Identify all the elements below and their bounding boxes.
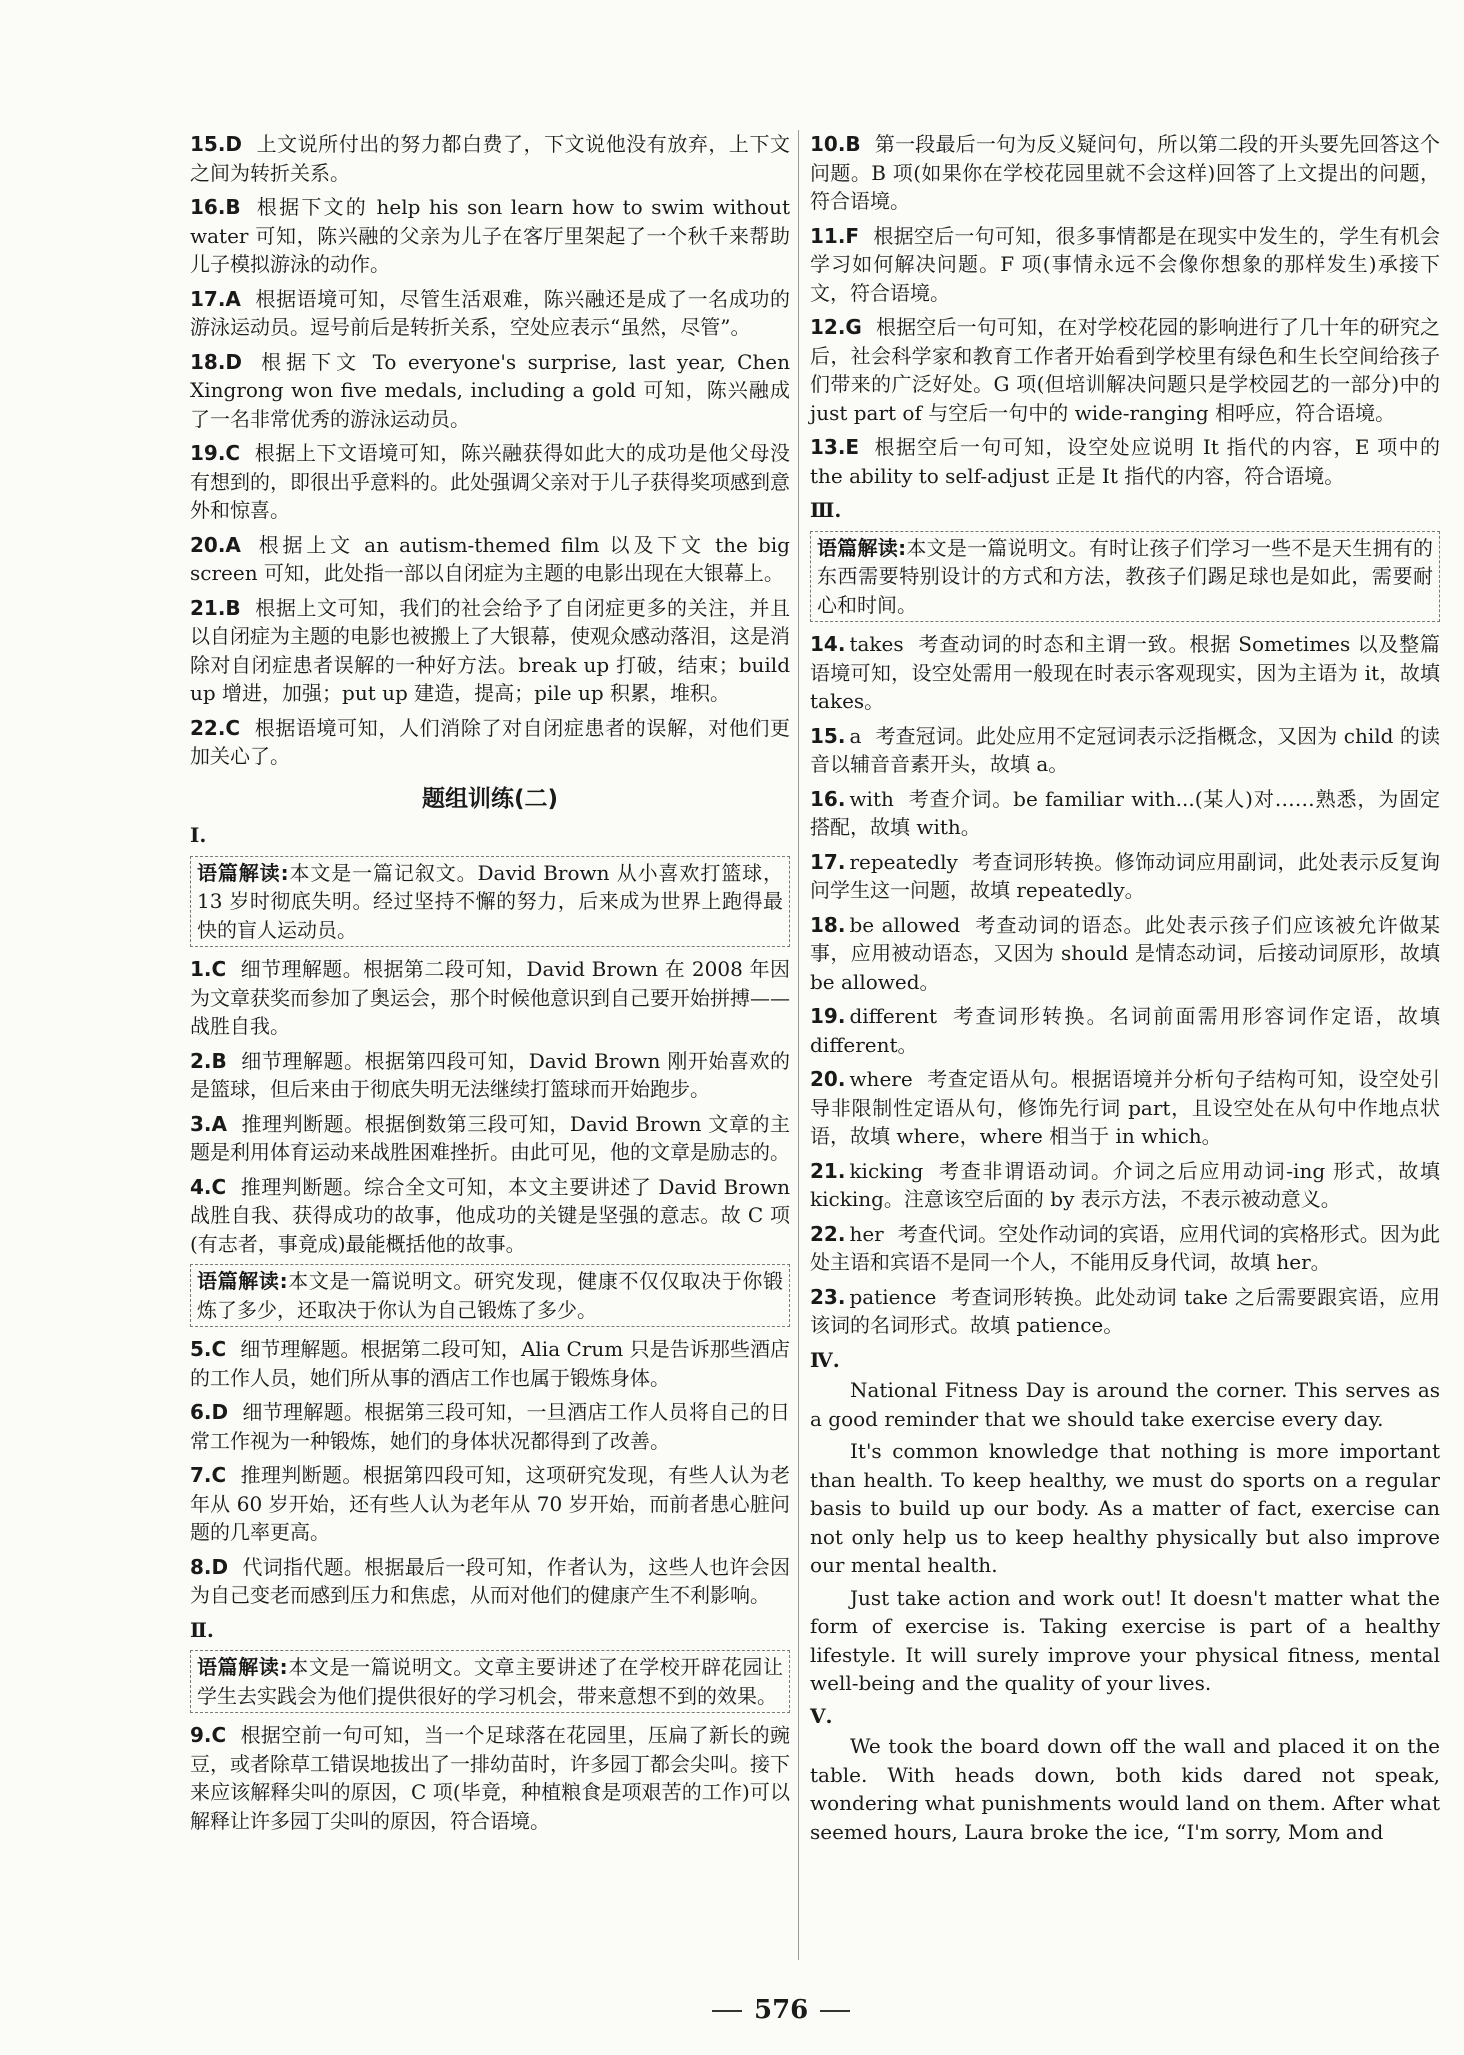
answer-number: 10.B bbox=[810, 132, 861, 156]
answer-item bbox=[810, 313, 1440, 427]
answer-number: 15.D bbox=[190, 132, 243, 156]
answer-number: 22.C bbox=[190, 715, 241, 740]
essay bbox=[810, 1376, 1440, 1698]
answer-number: 21.B bbox=[190, 595, 241, 620]
answer-number: 16.B bbox=[190, 195, 241, 219]
essay-paragraph: National Fitness Day is around the corner. This serves as a good reminder that we should take exercise every day. bbox=[810, 1378, 1440, 1431]
section-title: 题组训练(二) bbox=[421, 785, 559, 812]
answer-number: 20.A bbox=[190, 532, 241, 557]
passage-analysis-box-1 bbox=[190, 856, 790, 948]
answer-item bbox=[810, 1002, 1440, 1059]
answer-text: 考查动词的时态和主谓一致。根据 Sometimes 以及整篇语境可知，设空处需用一般现在时表示客观现实，因为主语为 it，故填 takes。 bbox=[810, 632, 1440, 713]
answer-group-2 bbox=[190, 1335, 790, 1610]
answer-text: 细节理解题。根据第二段可知，Alia Crum 只是告诉那些酒店的工作人员，她们所从事的酒店工作也属于锻炼身体。 bbox=[190, 1337, 790, 1390]
roman-heading-1: Ⅰ. bbox=[190, 823, 207, 847]
answer-text: 考查代词。空处作动词的宾语，应用代词的宾格形式。因为此处主语和宾语不是同一个人，不能用反身代词，故填 her。 bbox=[810, 1221, 1440, 1274]
answer-item bbox=[810, 785, 1440, 842]
answer-number: 9.C bbox=[190, 1723, 227, 1747]
answer-word: with bbox=[849, 786, 894, 811]
box-text: 本文是一篇说明文。有时让孩子们学习一些不是天生拥有的东西需要特别设计的方式和方法，教孩子们踢足球也是如此，需要耐心和时间。 bbox=[817, 535, 1434, 617]
answer-item bbox=[190, 1553, 790, 1610]
passage-analysis-box-4 bbox=[810, 531, 1440, 623]
answer-number: 5.C bbox=[190, 1337, 227, 1361]
answer-item bbox=[810, 433, 1440, 490]
answer-item bbox=[810, 722, 1440, 779]
answer-item bbox=[190, 1110, 790, 1167]
answer-number: 18. bbox=[810, 912, 846, 937]
answer-number: 4.C bbox=[190, 1174, 227, 1199]
answer-item bbox=[190, 348, 790, 434]
answer-list-1 bbox=[190, 130, 790, 771]
answer-number: 19.C bbox=[190, 441, 241, 465]
answer-item bbox=[190, 193, 790, 279]
answer-text: 根据语境可知，尽管生活艰难，陈兴融还是成了一名成功的游泳运动员。逗号前后是转折关系，空处应表示“虽然，尽管”。 bbox=[190, 286, 790, 339]
answer-text: 细节理解题。根据第二段可知，David Brown 在 2008 年因为文章获奖而参加了奥运会，那个时候他意识到自己要开始拼搏——战胜自我。 bbox=[190, 957, 790, 1038]
answer-text: 根据上文可知，我们的社会给予了自闭症更多的关注，并且以自闭症为主题的电影也被搬上了大银幕，使观众感动落泪，这是消除对自闭症患者误解的一种好方法。break up 打破，结束；build up 增进，加强；put up 建造，提高；pile up 积累，堆积。 bbox=[190, 595, 790, 705]
answer-word: where bbox=[849, 1067, 913, 1091]
answer-item bbox=[190, 1173, 790, 1259]
answer-text: 第一段最后一句为反义疑问句，所以第二段的开头要先回答这个问题。B 项(如果你在学校花园里就不会这样)回答了上文提出的问题，符合语境。 bbox=[810, 132, 1440, 213]
answer-text: 上文说所付出的努力都白费了，下文说他没有放弃，上下文之间为转折关系。 bbox=[190, 132, 790, 185]
answer-number: 2.B bbox=[190, 1048, 227, 1073]
answer-item bbox=[810, 1157, 1440, 1214]
answer-word: different bbox=[849, 1004, 937, 1028]
passage-analysis-box-3 bbox=[190, 1650, 790, 1713]
answer-number: 20. bbox=[810, 1067, 846, 1091]
answer-item bbox=[190, 955, 790, 1041]
answer-number: 18.D bbox=[190, 349, 243, 374]
answer-text: 推理判断题。根据第四段可知，这项研究发现，有些人认为老年从 60 岁开始，还有些人认为老年从 70 岁开始，而前者患心脏问题的几率更高。 bbox=[190, 1463, 790, 1544]
answer-number: 21. bbox=[810, 1158, 846, 1183]
answer-text: 根据空前一句可知，当一个足球落在花园里，压扁了新长的豌豆，或者除草工错误地拔出了一排幼苗时，许多园丁都会尖叫。接下来应该解释尖叫的原因，C 项(毕竟，种植粮食是项艰苦的工作)可以解释让许多园丁尖叫的原因，符合语境。 bbox=[190, 1723, 790, 1833]
answer-number: 6.D bbox=[190, 1400, 229, 1424]
answer-word: kicking bbox=[849, 1158, 924, 1183]
answer-number: 15. bbox=[810, 723, 846, 748]
roman-heading-2: Ⅱ. bbox=[190, 1617, 214, 1642]
answer-item bbox=[190, 1461, 790, 1547]
answer-text: 考查词形转换。名词前面需用形容词作定语，故填 different。 bbox=[810, 1004, 1440, 1057]
answer-item bbox=[190, 285, 790, 342]
box-text: 本文是一篇记叙文。David Brown 从小喜欢打篮球，13 岁时彻底失明。经过坚持不懈的努力，后来成为世界上跑得最快的盲人运动员。 bbox=[197, 860, 783, 942]
fill-blank-answers bbox=[810, 630, 1440, 1340]
passage-analysis-box-2 bbox=[190, 1264, 790, 1327]
roman-heading-5: Ⅴ. bbox=[810, 1703, 833, 1728]
essay-paragraph: Just take action and work out! It doesn't matter what the form of exercise is. Taking exercise is part of a healthy lifestyle. It will surely improve your physical fitness, mental well-being and the quality of your lives. bbox=[810, 1585, 1440, 1695]
roman-heading-3: Ⅲ. bbox=[810, 498, 842, 522]
answer-group-1 bbox=[190, 955, 790, 1258]
page-number: 576 bbox=[700, 1996, 862, 2025]
column-divider bbox=[798, 130, 799, 1960]
answer-number: 7.C bbox=[190, 1463, 227, 1487]
answer-number: 1.C bbox=[190, 957, 227, 981]
box-label: 语篇解读: bbox=[817, 535, 907, 560]
answer-word: a bbox=[849, 723, 862, 748]
answer-text: 根据上下文语境可知，陈兴融获得如此大的成功是他父母没有想到的，即很出乎意料的。此处强调父亲对于儿子获得奖项感到意外和惊喜。 bbox=[190, 441, 790, 522]
answer-text: 根据空后一句可知，很多事情都是在现实中发生的，学生有机会学习如何解决问题。F 项(事情永远不会像你想象的那样发生)承接下文，符合语境。 bbox=[810, 223, 1440, 305]
story-paragraph: We took the board down off the wall and placed it on the table. With heads down, both kids dared not speak, wondering what punishments would land on them. After what seemed hours, Laura broke the ice, “I'm sorry, Mom and bbox=[810, 1734, 1440, 1844]
answer-item bbox=[190, 1721, 790, 1835]
answer-number: 19. bbox=[810, 1004, 846, 1028]
answer-text: 细节理解题。根据第四段可知，David Brown 刚开始喜欢的是篮球，但后来由于彻底失明无法继续打篮球而开始跑步。 bbox=[190, 1048, 790, 1101]
answer-text: 根据空后一句可知，设空处应说明 It 指代的内容，E 项中的 the ability to self-adjust 正是 It 指代的内容，符合语境。 bbox=[810, 435, 1440, 488]
answer-word: takes bbox=[849, 632, 904, 656]
answer-text: 考查介词。be familiar with...(某人)对……熟悉，为固定搭配，故填 with。 bbox=[810, 786, 1440, 839]
answer-number: 13.E bbox=[810, 435, 860, 459]
answer-text: 根据上文 an autism-themed film 以及下文 the big screen 可知，此处指一部以自闭症为主题的电影出现在大银幕上。 bbox=[190, 532, 790, 585]
answer-text: 推理判断题。根据倒数第三段可知，David Brown 文章的主题是利用体育运动来战胜困难挫折。由此可见，他的文章是励志的。 bbox=[190, 1111, 790, 1164]
answer-number: 12.G bbox=[810, 315, 862, 339]
answer-number: 22. bbox=[810, 1221, 846, 1246]
answer-text: 考查词形转换。修饰动词应用副词，此处表示反复询问学生这一问题，故填 repeatedly。 bbox=[810, 849, 1440, 902]
answer-text: 根据空后一句可知，在对学校花园的影响进行了几十年的研究之后，社会科学家和教育工作者开始看到学校里有绿色和生长空间给孩子们带来的广泛好处。G 项(但培训解决问题只是学校园艺的一部分)中的 just part of 与空后一句中的 wide-ranging 相呼应，符合语境。 bbox=[810, 315, 1440, 425]
answer-item bbox=[810, 1065, 1440, 1151]
answer-number: 3.A bbox=[190, 1111, 227, 1136]
answer-word: her bbox=[849, 1221, 884, 1246]
answer-text: 考查词形转换。此处动词 take 之后需要跟宾语，应用该词的名词形式。故填 patience。 bbox=[810, 1284, 1440, 1337]
roman-heading-4: Ⅳ. bbox=[810, 1347, 840, 1372]
answer-number: 23. bbox=[810, 1284, 846, 1309]
box-text: 本文是一篇说明文。文章主要讲述了在学校开辟花园让学生去实践会为他们提供很好的学习机会，带来意想不到的效果。 bbox=[197, 1655, 784, 1708]
box-label: 语篇解读: bbox=[197, 1655, 288, 1679]
answer-item bbox=[190, 439, 790, 525]
answer-item bbox=[810, 911, 1440, 997]
answer-item bbox=[190, 1335, 790, 1392]
answer-number: 17. bbox=[810, 849, 846, 874]
box-text: 本文是一篇说明文。研究发现，健康不仅仅取决于你锻炼了多少，还取决于你认为自己锻炼了多少。 bbox=[197, 1269, 784, 1322]
answer-item bbox=[810, 848, 1440, 905]
answer-item bbox=[810, 630, 1440, 716]
answer-text: 细节理解题。根据第三段可知，一旦酒店工作人员将自己的日常工作视为一种锻炼，她们的身体状况都得到了改善。 bbox=[190, 1400, 790, 1453]
answer-item bbox=[810, 1220, 1440, 1277]
essay-paragraph: It's common knowledge that nothing is more important than health. To keep healthy, we must do sports on a regular basis to build up our body. As a matter of fact, exercise can not only help us to keep healthy physically but also improve our mental health. bbox=[810, 1439, 1440, 1577]
box-label: 语篇解读: bbox=[197, 860, 289, 885]
answer-item bbox=[190, 1047, 790, 1104]
answer-item bbox=[190, 714, 790, 771]
answer-text: 推理判断题。综合全文可知，本文主要讲述了 David Brown 战胜自我、获得成功的故事，他成功的关键是坚强的意志。故 C 项(有志者，事竟成)最能概括他的故事。 bbox=[190, 1174, 790, 1256]
answer-text: 根据下文 To everyone's surprise, last year, Chen Xingrong won five medals, including a gold 可知，陈兴融成了一名非常优秀的游泳运动员。 bbox=[190, 349, 790, 431]
answer-item bbox=[190, 594, 790, 708]
answer-item bbox=[810, 1283, 1440, 1340]
answer-word: repeatedly bbox=[849, 849, 958, 874]
answer-item bbox=[810, 222, 1440, 308]
answer-text: 根据语境可知，人们消除了对自闭症患者的误解，对他们更加关心了。 bbox=[190, 715, 790, 768]
answer-number: 8.D bbox=[190, 1554, 229, 1579]
answer-text: 考查定语从句。根据语境并分析句子结构可知，设空处引导非限制性定语从句，修饰先行词 part，且设空处在从句中作地点状语，故填 where，where 相当于 in which。 bbox=[810, 1067, 1440, 1148]
answer-number: 16. bbox=[810, 786, 846, 811]
answer-text: 根据下文的 help his son learn how to swim without water 可知，陈兴融的父亲为儿子在客厅里架起了一个秋千来帮助儿子模拟游泳的动作。 bbox=[190, 195, 790, 276]
answer-text: 考查动词的语态。此处表示孩子们应该被允许做某事，应用被动语态，又因为 should 是情态动词，后接动词原形，故填 be allowed。 bbox=[810, 912, 1441, 994]
box-label: 语篇解读: bbox=[197, 1269, 288, 1293]
right-column bbox=[810, 130, 1440, 1850]
answer-item bbox=[810, 130, 1440, 216]
left-column bbox=[190, 130, 790, 1841]
answer-number: 14. bbox=[810, 632, 846, 656]
answer-list-2 bbox=[810, 130, 1440, 490]
answer-word: patience bbox=[849, 1284, 937, 1309]
answer-word: be allowed bbox=[849, 912, 961, 937]
answer-text: 考查非谓语动词。介词之后应用动词-ing 形式，故填 kicking。注意该空后面的 by 表示方法，不表示被动意义。 bbox=[810, 1158, 1440, 1211]
answer-text: 考查冠词。此处应用不定冠词表示泛指概念，又因为 child 的读音以辅音音素开头，故填 a。 bbox=[810, 723, 1440, 776]
answer-item bbox=[190, 130, 790, 187]
answer-item bbox=[190, 1398, 790, 1455]
answer-number: 11.F bbox=[810, 223, 860, 248]
answer-number: 17.A bbox=[190, 286, 241, 311]
answer-text: 代词指代题。根据最后一段可知，作者认为，这些人也许会因为自己变老而感到压力和焦虑，从而对他们的健康产生不利影响。 bbox=[190, 1554, 790, 1607]
answer-item bbox=[190, 531, 790, 588]
